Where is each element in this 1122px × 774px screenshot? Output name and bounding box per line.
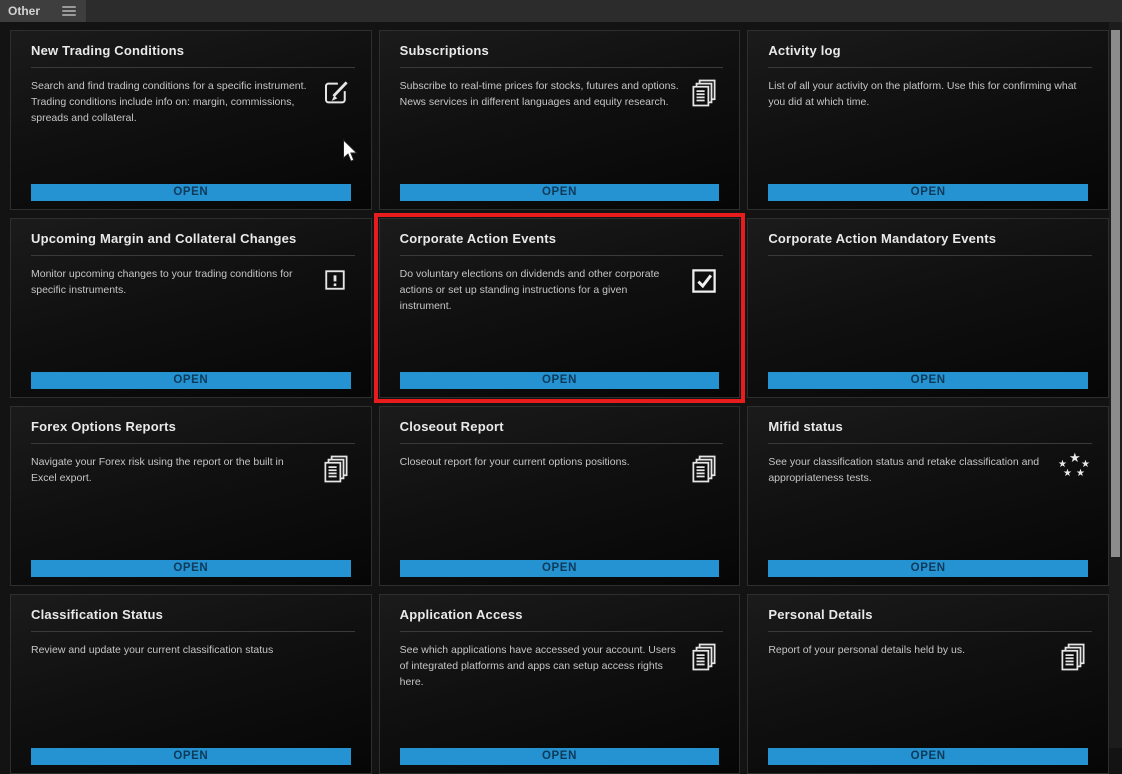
card-forex-options-reports — [10, 406, 372, 586]
card-title: Forex Options Reports — [31, 416, 355, 444]
open-button[interactable]: OPEN — [31, 372, 351, 389]
card-title: Upcoming Margin and Collateral Changes — [31, 228, 355, 256]
top-bar — [0, 0, 1122, 22]
open-button[interactable]: OPEN — [31, 560, 351, 577]
card-corporate-action-events — [379, 218, 741, 398]
card-body — [400, 642, 724, 690]
card-title: Activity log — [768, 40, 1092, 68]
open-button[interactable]: OPEN — [768, 372, 1088, 389]
card-description: Do voluntary elections on dividends and other corporate actions or set up standing instructions for a given instrument. — [399, 268, 660, 312]
checkbox-checked-icon — [689, 266, 723, 300]
card-description: Monitor upcoming changes to your trading conditions for specific instruments. — [31, 268, 293, 296]
documents-icon — [1058, 642, 1092, 676]
card-application-access — [379, 594, 741, 774]
card-subscriptions — [379, 30, 741, 210]
card-title: Closeout Report — [400, 416, 724, 444]
hamburger-menu-icon[interactable] — [62, 6, 78, 16]
card-body — [768, 450, 1092, 488]
edit-note-icon — [321, 78, 355, 112]
scrollbar-thumb[interactable] — [1111, 30, 1120, 557]
card-title: Corporate Action Mandatory Events — [768, 228, 1092, 256]
card-title: Classification Status — [31, 604, 355, 632]
card-description: See your classification status and retake classification and appropriateness tests. — [768, 456, 1040, 484]
card-body — [400, 78, 724, 112]
card-mifid-status — [747, 406, 1109, 586]
tab-other[interactable] — [0, 0, 86, 22]
card-body — [768, 642, 1092, 676]
card-body — [768, 78, 1092, 110]
card-personal-details — [747, 594, 1109, 774]
card-body — [31, 266, 355, 300]
documents-icon — [321, 454, 355, 488]
open-button[interactable]: OPEN — [400, 184, 720, 201]
card-body — [400, 454, 724, 488]
stars-icon: ★ ★ ★ ★ ★ — [1057, 450, 1090, 479]
alert-icon — [321, 266, 355, 300]
card-title: Subscriptions — [400, 40, 724, 68]
card-title: Personal Details — [768, 604, 1092, 632]
documents-icon — [689, 642, 723, 676]
card-title: Corporate Action Events — [400, 228, 724, 256]
card-title: Application Access — [400, 604, 724, 632]
card-description: Navigate your Forex risk using the report or the built in Excel export. — [31, 456, 284, 484]
card-description: Report of your personal details held by us. — [768, 644, 966, 656]
card-new-trading-conditions — [10, 30, 372, 210]
card-description: Closeout report for your current options positions. — [399, 456, 630, 468]
card-description: Review and update your current classification status — [31, 644, 274, 656]
card-activity-log — [747, 30, 1109, 210]
open-button[interactable]: OPEN — [31, 748, 351, 765]
documents-icon — [689, 78, 723, 112]
card-description: Search and find trading conditions for a specific instrument. Trading conditions include info on: margin, commissions, spreads and collateral. — [31, 80, 307, 124]
open-button[interactable]: OPEN — [400, 560, 720, 577]
open-button[interactable]: OPEN — [768, 184, 1088, 201]
card-title: Mifid status — [768, 416, 1092, 444]
tab-label: Other — [8, 4, 41, 18]
card-corporate-action-mandatory-events — [747, 218, 1109, 398]
card-description: Subscribe to real-time prices for stocks, futures and options. News services in different languages and equity research. — [399, 80, 679, 108]
card-body — [31, 454, 355, 488]
open-button[interactable]: OPEN — [768, 560, 1088, 577]
card-closeout-report — [379, 406, 741, 586]
card-body — [31, 642, 355, 658]
card-title: New Trading Conditions — [31, 40, 355, 68]
vertical-scrollbar — [1109, 22, 1122, 748]
open-button[interactable]: OPEN — [400, 372, 720, 389]
card-grid — [10, 30, 1109, 774]
card-description: See which applications have accessed your account. Users of integrated platforms and apps can setup access rights here. — [399, 644, 676, 688]
card-classification-status — [10, 594, 372, 774]
card-body — [400, 266, 724, 314]
open-button[interactable]: OPEN — [400, 748, 720, 765]
documents-icon — [689, 454, 723, 488]
card-description: List of all your activity on the platform. Use this for confirming what you did at which time. — [768, 80, 1077, 108]
card-upcoming-margin-and-collateral-changes — [10, 218, 372, 398]
open-button[interactable]: OPEN — [31, 184, 351, 201]
card-body — [31, 78, 355, 126]
open-button[interactable]: OPEN — [768, 748, 1088, 765]
